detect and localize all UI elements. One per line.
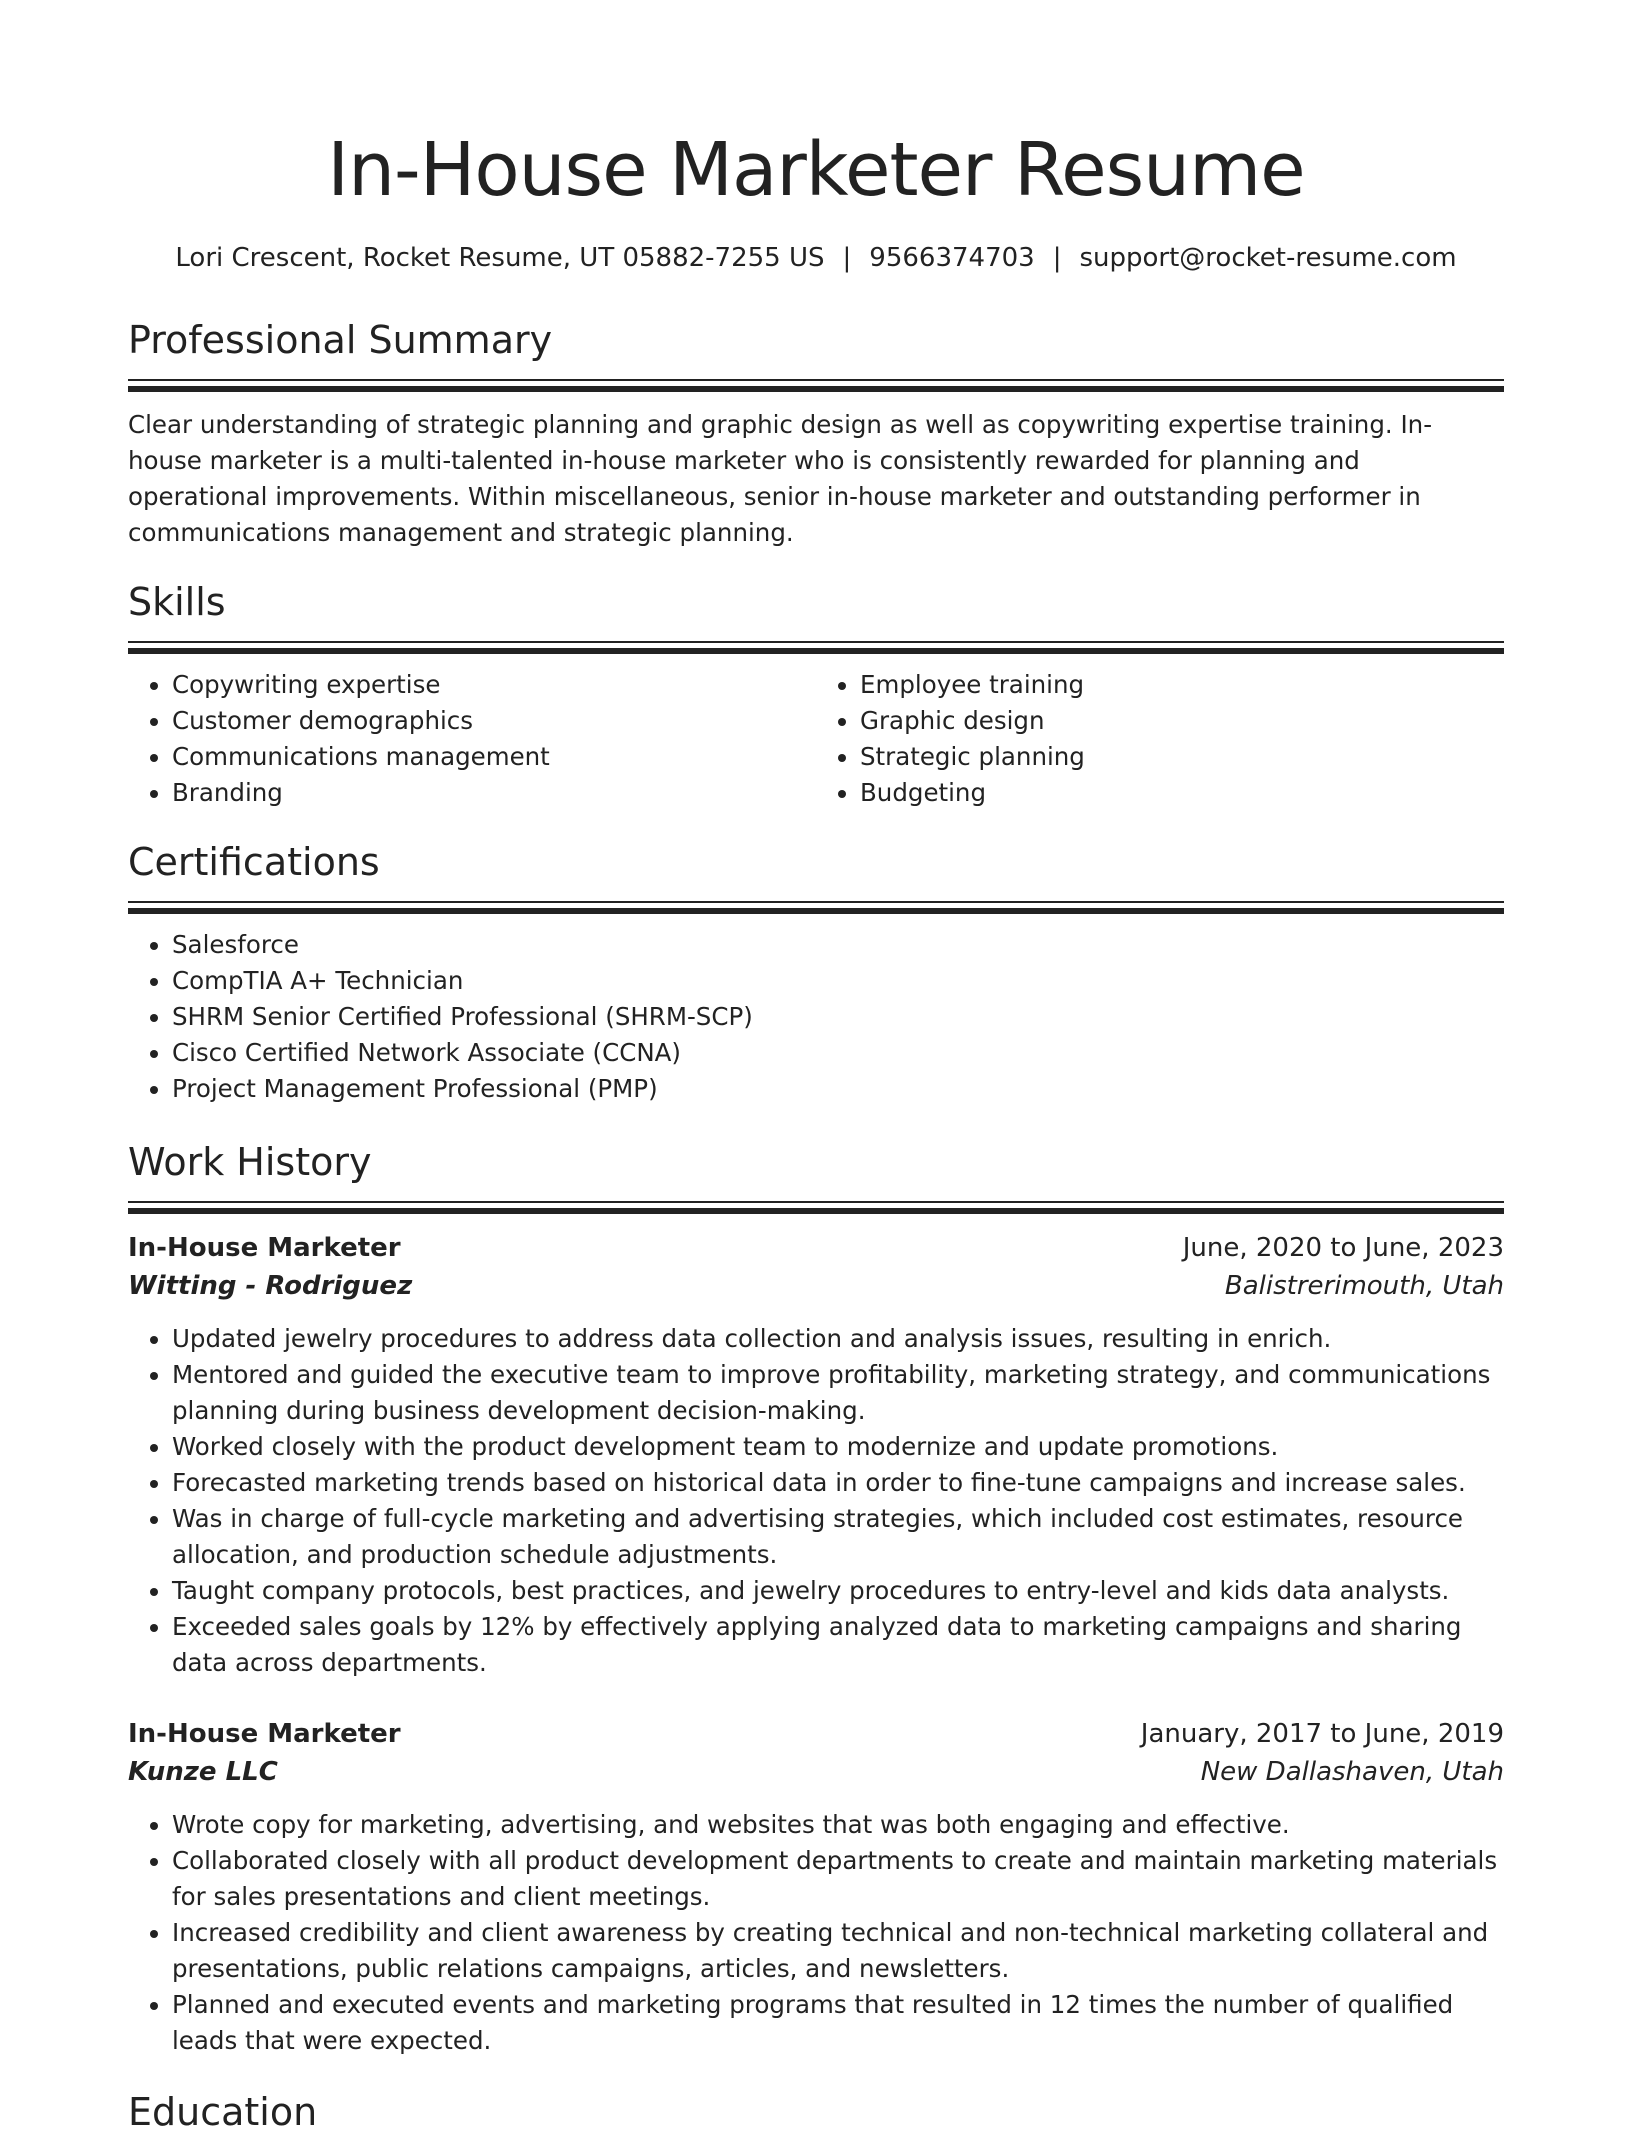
job-bullet: • Was in charge of full-cycle marketing and advertising strategies, which included cost estimates, resource allocation, and production schedule adjustments.: [172, 1501, 1504, 1573]
job-bullet: • Exceeded sales goals by 12% by effectively applying analyzed data to marketing campaigns and sharing data across departments.: [172, 1609, 1504, 1681]
contact-phone: 9566374703: [869, 243, 1035, 273]
skills-grid: [128, 667, 1504, 811]
skill-item: • Communications management: [172, 739, 816, 775]
skill-item: • Customer demographics: [172, 703, 816, 739]
job-bullet: • Increased credibility and client awareness by creating technical and non-technical marketing collateral and presentations, public relations campaigns, articles, and newsletters.: [172, 1915, 1504, 1987]
section-divider: [128, 641, 1504, 653]
skill-item: • Budgeting: [860, 775, 1504, 811]
job-location: Balistrerimouth, Utah: [1224, 1271, 1504, 1301]
contact-address: Lori Crescent, Rocket Resume, UT 05882-7255 US: [175, 243, 825, 273]
job-subheader: [128, 1753, 1504, 1791]
section-divider: [128, 1201, 1504, 1213]
certification-item: • Project Management Professional (PMP): [172, 1071, 1504, 1107]
job-bullet: • Updated jewelry procedures to address data collection and analysis issues, resulting in enrich.: [172, 1321, 1504, 1357]
certifications-heading: Certifications: [128, 840, 380, 884]
skill-item: • Graphic design: [860, 703, 1504, 739]
summary-section: [128, 315, 1504, 551]
job-header: [128, 1229, 1504, 1267]
job-location: New Dallashaven, Utah: [1200, 1757, 1504, 1787]
job-bullet: • Worked closely with the product development team to modernize and update promotions.: [172, 1429, 1504, 1465]
certification-item: • SHRM Senior Certified Professional (SHRM-SCP): [172, 999, 1504, 1035]
job-bullets: [128, 1321, 1504, 1681]
job-bullet: • Wrote copy for marketing, advertising, and websites that was both engaging and effective.: [172, 1807, 1504, 1843]
job-company: Kunze LLC: [128, 1757, 278, 1787]
summary-heading: Professional Summary: [128, 318, 553, 362]
job-title: In-House Marketer: [128, 1233, 401, 1263]
job-title: In-House Marketer: [128, 1719, 401, 1749]
job-dates: June, 2020 to June, 2023: [1182, 1233, 1504, 1263]
skills-section: [128, 577, 1504, 811]
education-heading: Education: [128, 2090, 318, 2134]
resume-title: In-House Marketer Resume: [327, 127, 1305, 213]
skill-item: • Strategic planning: [860, 739, 1504, 775]
job-header: [128, 1715, 1504, 1753]
job-bullet: • Collaborated closely with all product development departments to create and maintain marketing materials for sales presentations and client meetings.: [172, 1843, 1504, 1915]
contact-email: support@rocket-resume.com: [1079, 243, 1457, 273]
contact-separator: |: [842, 243, 852, 273]
job-bullets: [128, 1807, 1504, 2059]
skills-heading: Skills: [128, 580, 226, 624]
job-entry: [128, 1229, 1504, 1681]
certification-item: • Salesforce: [172, 927, 1504, 963]
job-bullet: • Mentored and guided the executive team to improve profitability, marketing strategy, and communications planning during business development decision-making.: [172, 1357, 1504, 1429]
skills-list-left: [128, 667, 816, 811]
section-divider: [128, 379, 1504, 391]
skill-item: • Copywriting expertise: [172, 667, 816, 703]
job-bullet: • Forecasted marketing trends based on historical data in order to fine-tune campaigns and increase sales.: [172, 1465, 1504, 1501]
job-subheader: [128, 1267, 1504, 1305]
contact-line: [128, 241, 1504, 275]
certifications-list: [128, 927, 1504, 1107]
job-bullet: • Planned and executed events and marketing programs that resulted in 12 times the number of qualified leads that were expected.: [172, 1987, 1504, 2059]
work-section: [128, 1137, 1504, 2059]
certification-item: • Cisco Certified Network Associate (CCNA): [172, 1035, 1504, 1071]
summary-text: Clear understanding of strategic planning and graphic design as well as copywriting expertise training. In-house marketer is a multi-talented in-house marketer who is consistently rewarded for planning and operational improvements. Within miscellaneous, senior in-house marketer and outstanding performer in communications management and strategic planning.: [128, 410, 1433, 547]
job-bullet: • Taught company protocols, best practices, and jewelry procedures to entry-level and kids data analysts.: [172, 1573, 1504, 1609]
section-divider: [128, 901, 1504, 913]
work-heading: Work History: [128, 1140, 372, 1184]
contact-separator: |: [1052, 243, 1062, 273]
job-entry: [128, 1715, 1504, 2059]
education-section: [128, 2087, 1504, 2137]
skill-item: • Employee training: [860, 667, 1504, 703]
skill-item: • Branding: [172, 775, 816, 811]
skills-list-right: [816, 667, 1504, 811]
job-dates: January, 2017 to June, 2019: [1140, 1719, 1504, 1749]
certification-item: • CompTIA A+ Technician: [172, 963, 1504, 999]
certifications-section: [128, 837, 1504, 1107]
job-company: Witting - Rodriguez: [128, 1271, 413, 1301]
